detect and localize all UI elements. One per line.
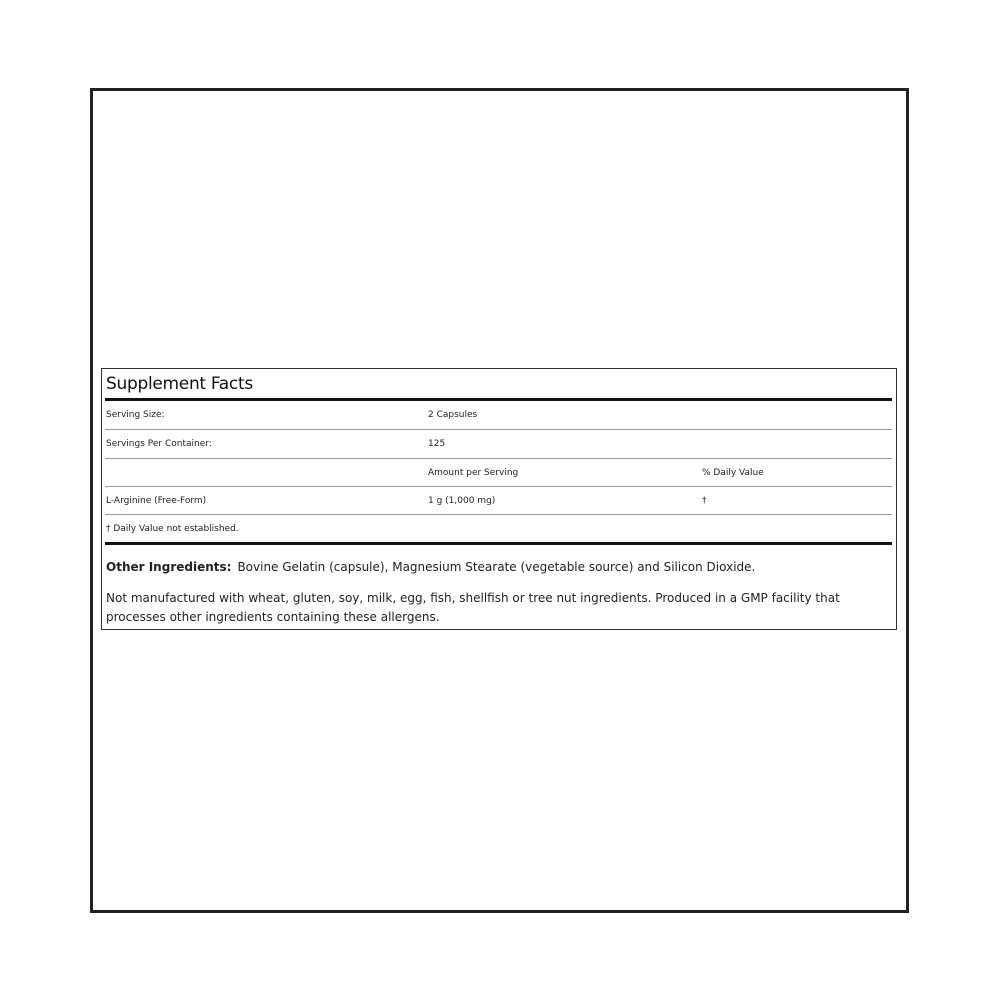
facts-row-l-arginine: [102, 487, 896, 515]
ingredient-daily-value: †: [702, 496, 707, 506]
other-ingredients-label: Other Ingredients:: [106, 560, 232, 574]
serving-size-label: Serving Size:: [106, 410, 165, 420]
other-ingredients: [106, 558, 755, 577]
daily-value-header: % Daily Value: [702, 468, 764, 478]
facts-row-servings-per-container: [102, 430, 896, 458]
daily-value-footnote: † Daily Value not established.: [106, 524, 239, 534]
panel-title: Supplement Facts: [106, 374, 253, 394]
facts-row-serving-size: [102, 401, 896, 429]
allergen-statement: Not manufactured with wheat, gluten, soy, milk, egg, fish, shellfish or tree nut ingredients. Produced in a GMP facility that processes other ingredients containing these allergens.: [106, 591, 840, 624]
supplement-facts-panel: [101, 368, 897, 630]
row-divider: [105, 514, 892, 515]
footnote-divider: [105, 542, 892, 545]
servings-per-container-value: 125: [428, 439, 446, 449]
ingredient-amount: 1 g (1,000 mg): [428, 496, 496, 506]
ingredient-name: L-Arginine (Free-Form): [106, 496, 207, 506]
servings-per-container-label: Servings Per Container:: [106, 439, 212, 449]
serving-size-value: 2 Capsules: [428, 410, 478, 420]
amount-per-serving-header: Amount per Serving: [428, 468, 519, 478]
other-ingredients-text: Bovine Gelatin (capsule), Magnesium Stearate (vegetable source) and Silicon Dioxide.: [237, 560, 756, 574]
facts-row-header: [102, 459, 896, 487]
